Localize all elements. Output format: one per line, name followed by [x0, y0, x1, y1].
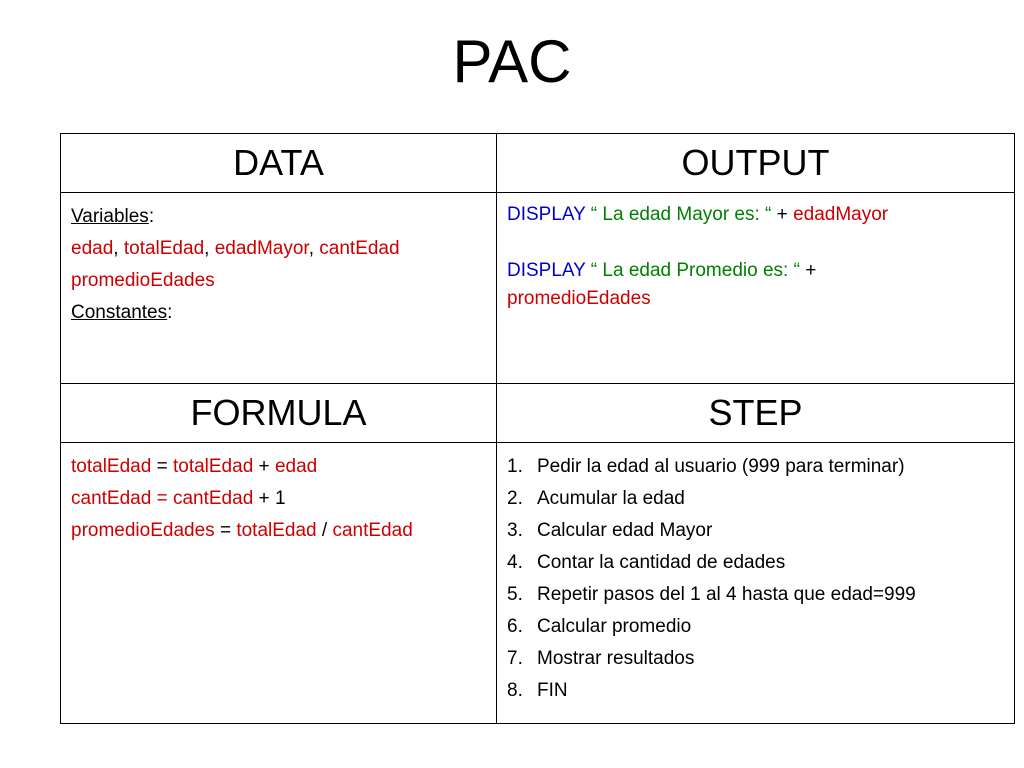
var-totalEdad: totalEdad [123, 238, 205, 259]
var-edad: edad [71, 238, 114, 259]
list-item: 3. Calcular edad Mayor [507, 520, 713, 541]
list-item: 6. Calcular promedio [507, 616, 692, 637]
variables-line: Variables: [71, 206, 155, 227]
header-data: DATA [61, 134, 497, 193]
formula-3: promedioEdades = totalEdad / cantEdad [71, 520, 413, 541]
formula-1: totalEdad = totalEdad + edad [71, 456, 318, 477]
output-cell [497, 193, 1015, 384]
variables-label: Variables [71, 206, 149, 227]
output-line-2: DISPLAY “ La edad Promedio es: “ + promedioEdades [507, 260, 817, 309]
constants-label: Constantes [71, 302, 168, 323]
step-cell [497, 443, 1015, 724]
formula-2: cantEdad = cantEdad + 1 [71, 488, 286, 509]
var-edadMayor: edadMayor [214, 238, 309, 259]
constants-line: Constantes: [71, 302, 173, 323]
header-output: OUTPUT [497, 134, 1015, 193]
formula-cell [61, 443, 497, 724]
list-item: 7. Mostrar resultados [507, 648, 695, 669]
header-formula: FORMULA [61, 384, 497, 443]
list-item: 4. Contar la cantidad de edades [507, 552, 786, 573]
list-item: 2. Acumular la edad [507, 488, 685, 509]
output-line-1: DISPLAY “ La edad Mayor es: “ + edadMayor [507, 204, 889, 225]
list-item: 1. Pedir la edad al usuario (999 para terminar) [507, 456, 905, 477]
pac-table [60, 133, 1015, 724]
variables-list: edad, totalEdad, edadMayor, cantEdad [71, 238, 400, 259]
header-step: STEP [497, 384, 1015, 443]
data-cell [61, 193, 497, 384]
var-cantEdad: cantEdad [319, 238, 400, 259]
steps-list [507, 451, 1004, 707]
list-item: 8. FIN [507, 680, 568, 701]
page-title: PAC [452, 28, 572, 95]
list-item: 5. Repetir pasos del 1 al 4 hasta que edad=999 [507, 584, 916, 605]
var-promedioEdades: promedioEdades [71, 270, 215, 291]
